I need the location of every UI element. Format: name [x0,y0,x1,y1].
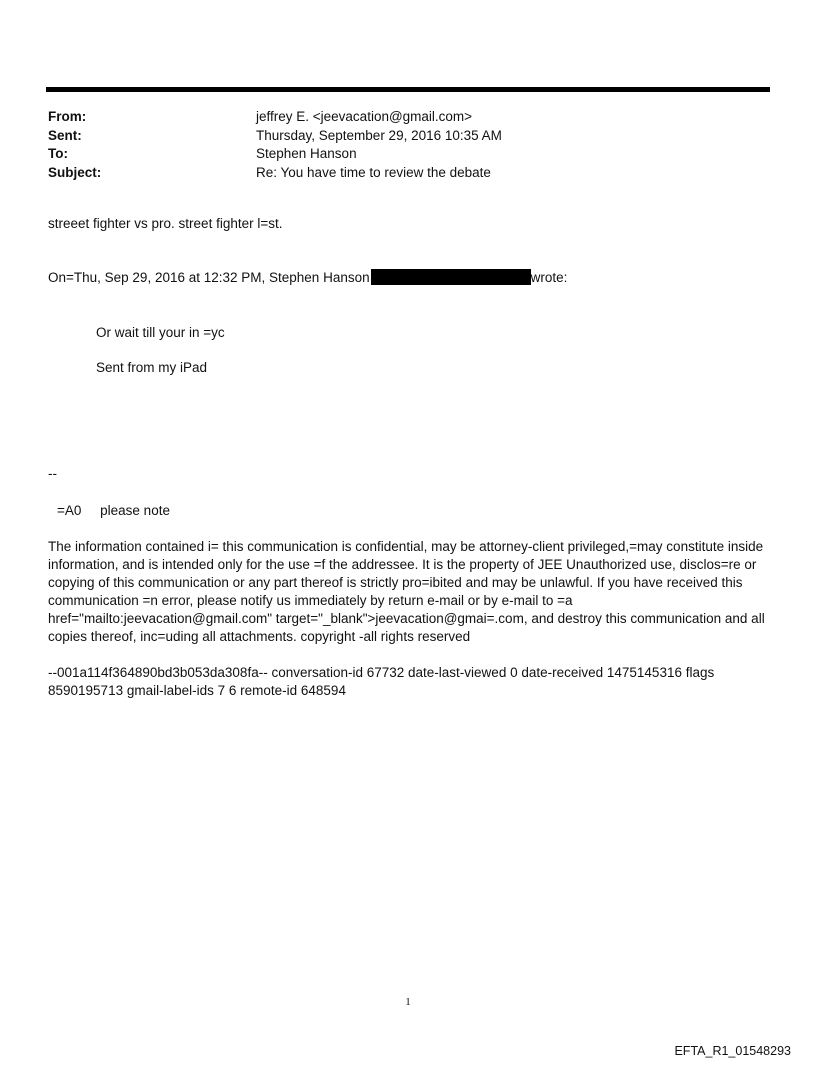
quote-intro-before: On=Thu, Sep 29, 2016 at 12:32 PM, Stephen Hanson [48,270,370,285]
from-value: jeffrey E. <jeevacation@gmail.com> [256,109,473,124]
sent-value: Thursday, September 29, 2016 10:35 AM [256,127,502,143]
page-number: 1 [405,996,411,1008]
to-label: To: [48,146,68,161]
signature-dashes: -- [48,466,57,481]
quote-intro [48,269,567,287]
quote-intro-after: wrote: [530,270,568,285]
from-label: From: [48,109,87,124]
disclaimer-paragraph: The information contained i= this communication is confidential, may be attorney-client privileged,=may constitute inside information, and is intended only for the use =f the addressee. It is the property of JEE Unauthorized use, disclos=re or copying of this communication or any part thereof is strictly pro=ibited and may be unlawful. If you have received this communication =n error, please notify us immediately by return e-mail or by e-mail to =a href="mailto:jeevacation@gmail.com" target="_blank">jeevacation@gmai=.com, and destroy this communication and all copies thereof, inc=uding all attachments. copyright -all rights reserved [48,539,765,644]
reply-line: streeet fighter vs pro. street fighter l=st. [48,216,283,231]
note-line: =A0 please note [57,503,170,518]
quoted-line-2: Sent from my iPad [96,360,208,375]
document-id: EFTA_R1_01548293 [674,1044,791,1058]
subject-label: Subject: [48,164,102,180]
quoted-line-1: Or wait till your in =yc [96,325,225,340]
subject-value: Re: You have time to review the debate [256,164,491,180]
sent-label: Sent: [48,127,82,143]
to-value: Stephen Hanson [256,146,357,161]
metadata-line: --001a114f364890bd3b053da308fa-- conversation-id 67732 date-last-viewed 0 date-received 1475145316 flags 8590195713 gmail-label-ids 7 6 remote-id 648594 [48,665,715,698]
header-rule [46,87,770,92]
redaction-box [371,269,531,285]
